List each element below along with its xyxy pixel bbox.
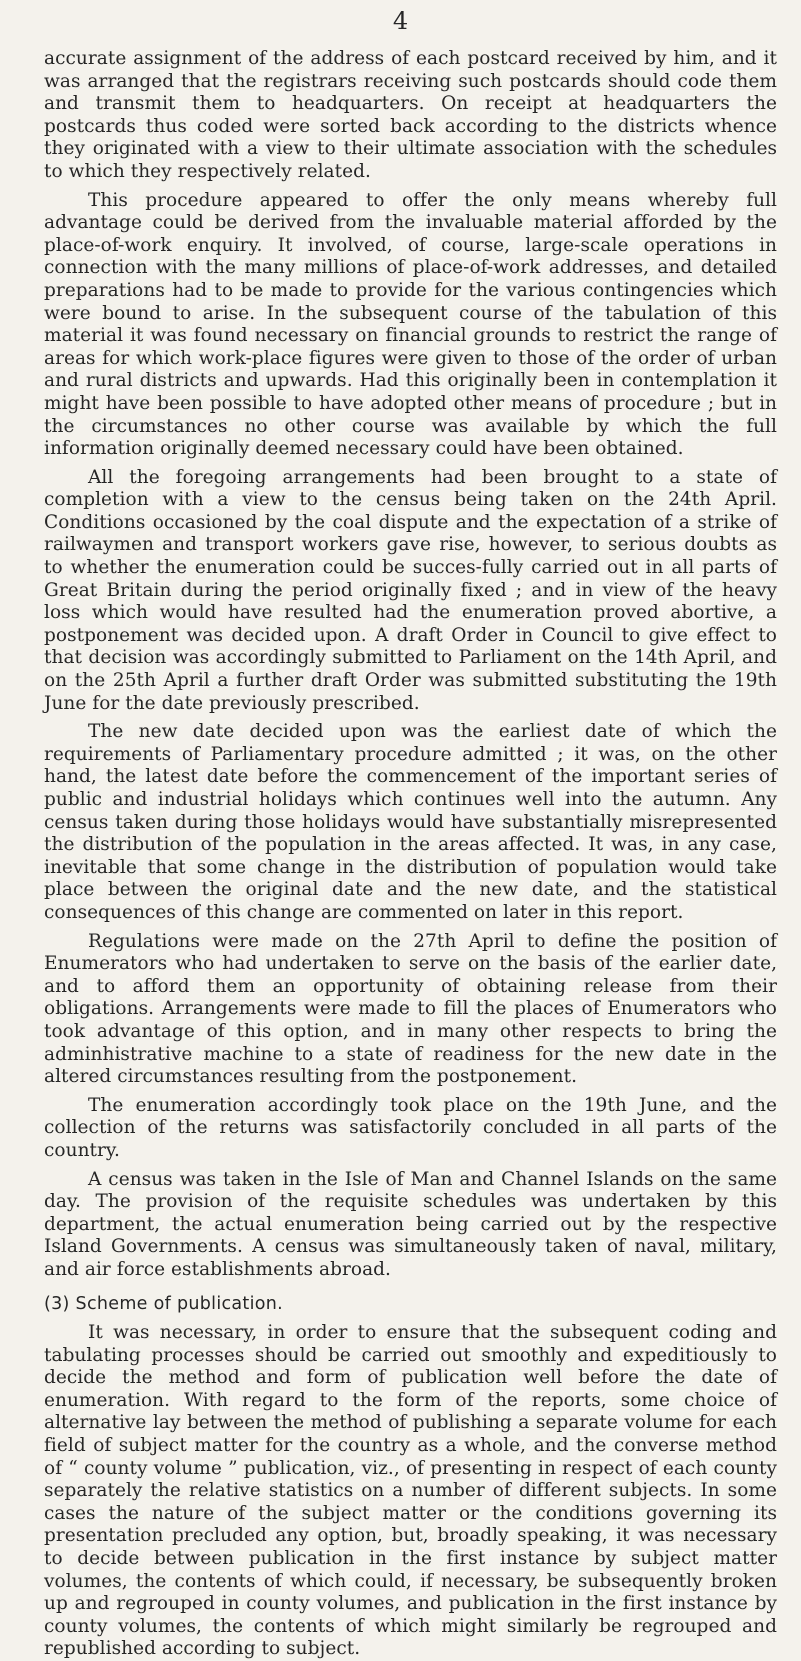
paragraph-isle-of-man: A census was taken in the Isle of Man and Channel Islands on the same day. The provision of the requisite schedules was undertaken by this department, the actual enumeration being carried out by the respective Island Governments. A census was simultaneously taken of naval, military, and air force establishments abroad. [44, 1168, 777, 1280]
paragraph-place-of-work-procedure: This procedure appeared to offer the only means whereby full advantage could be derived from the invaluable material afforded by the place-of-work enquiry. It involved, of course, large-scale operations in connection with the many millions of place-of-work addresses, and detailed preparations had to be made to provide for the various contingencies which were bound to arise. In the subsequent course of the tabulation of this material it was found necessary on financial grounds to restrict the range of areas for which work-place figures were given to those of the order of urban and rural districts and upwards. Had this originally been in contemplation it might have been possible to have adopted other means of procedure ; but in the circumstances no other course was available by which the full information originally deemed necessary could have been obtained. [44, 189, 777, 460]
paragraph-enumeration: The enumeration accordingly took place on the 19th June, and the collection of the returns was satisfactorily concluded in all parts of the country. [44, 1094, 777, 1161]
paragraph-new-date: The new date decided upon was the earliest date of which the requirements of Parliamentary procedure admitted ; it was, on the other hand, the latest date before the commencement of the important series of public and industrial holidays which continues well into the autumn. Any census taken during those holidays would have substantially misrepresented the distribution of the population in the areas affected. It was, in any case, inevitable that some change in the distribution of population would take place between the original date and the new date, and the statistical consequences of this change are commented on later in this report. [44, 721, 777, 923]
paragraph-postponement: All the foregoing arrangements had been brought to a state of completion with a view to the census being taken on the 24th April. Conditions occasioned by the coal dispute and the expectation of a strike of railwaymen and transport workers gave rise, however, to serious doubts as to whether the enumeration could be succes-fully carried out in all parts of Great Britain during the period originally fixed ; and in view of the heavy loss which would have resulted had the enumeration proved abortive, a postponement was decided upon. A draft Order in Council to give effect to that decision was accordingly submitted to Parliament on the 14th April, and on the 25th April a further draft Order was submitted substituting the 19th June for the date previously prescribed. [44, 466, 777, 714]
section-heading: (3) Scheme of publication. [44, 1294, 284, 1315]
paragraph-regulations: Regulations were made on the 27th April to define the position of Enumerators who had undertaken to serve on the basis of the earlier date, and to afford them an opportunity of obtaining release from their obligations. Arrangements were made to fill the places of Enumerators who took advantage of this option, and in many other respects to bring the adminhistrative machine to a state of readiness for the new date in the altered circumstances resulting from the postponement. [44, 930, 777, 1088]
paragraph-postcard-coding: accurate assignment of the address of each postcard received by him, and it was arranged that the registrars receiving such postcards should code them and transmit them to headquarters. On receipt at headquarters the postcards thus coded were sorted back according to the districts whence they originated with a view to their ultimate association with the schedules to which they respectively related. [44, 48, 777, 182]
paragraph-scheme-of-publication: It was necessary, in order to ensure that the subsequent coding and tabulating processes should be carried out smoothly and expeditiously to decide the method and form of publication well before the date of enumeration. With regard to the form of the reports, some choice of alternative lay between the method of publishing a separate volume for each field of subject matter for the country as a whole, and the converse method of “ county volume ” publication, viz., of presenting in respect of each county separately the relative statistics on a number of different subjects. In some cases the nature of the subject matter or the conditions governing its presentation precluded any option, but, broadly speaking, it was necessary to decide between publication in the first instance by subject matter volumes, the contents of which could, if necessary, be subsequently broken up and regrouped in county volumes, and publication in the first instance by county volumes, the contents of which might similarly be regrouped and republished according to subject. [44, 1322, 777, 1660]
page-number: 4 [392, 7, 409, 35]
body-text [44, 48, 777, 1661]
